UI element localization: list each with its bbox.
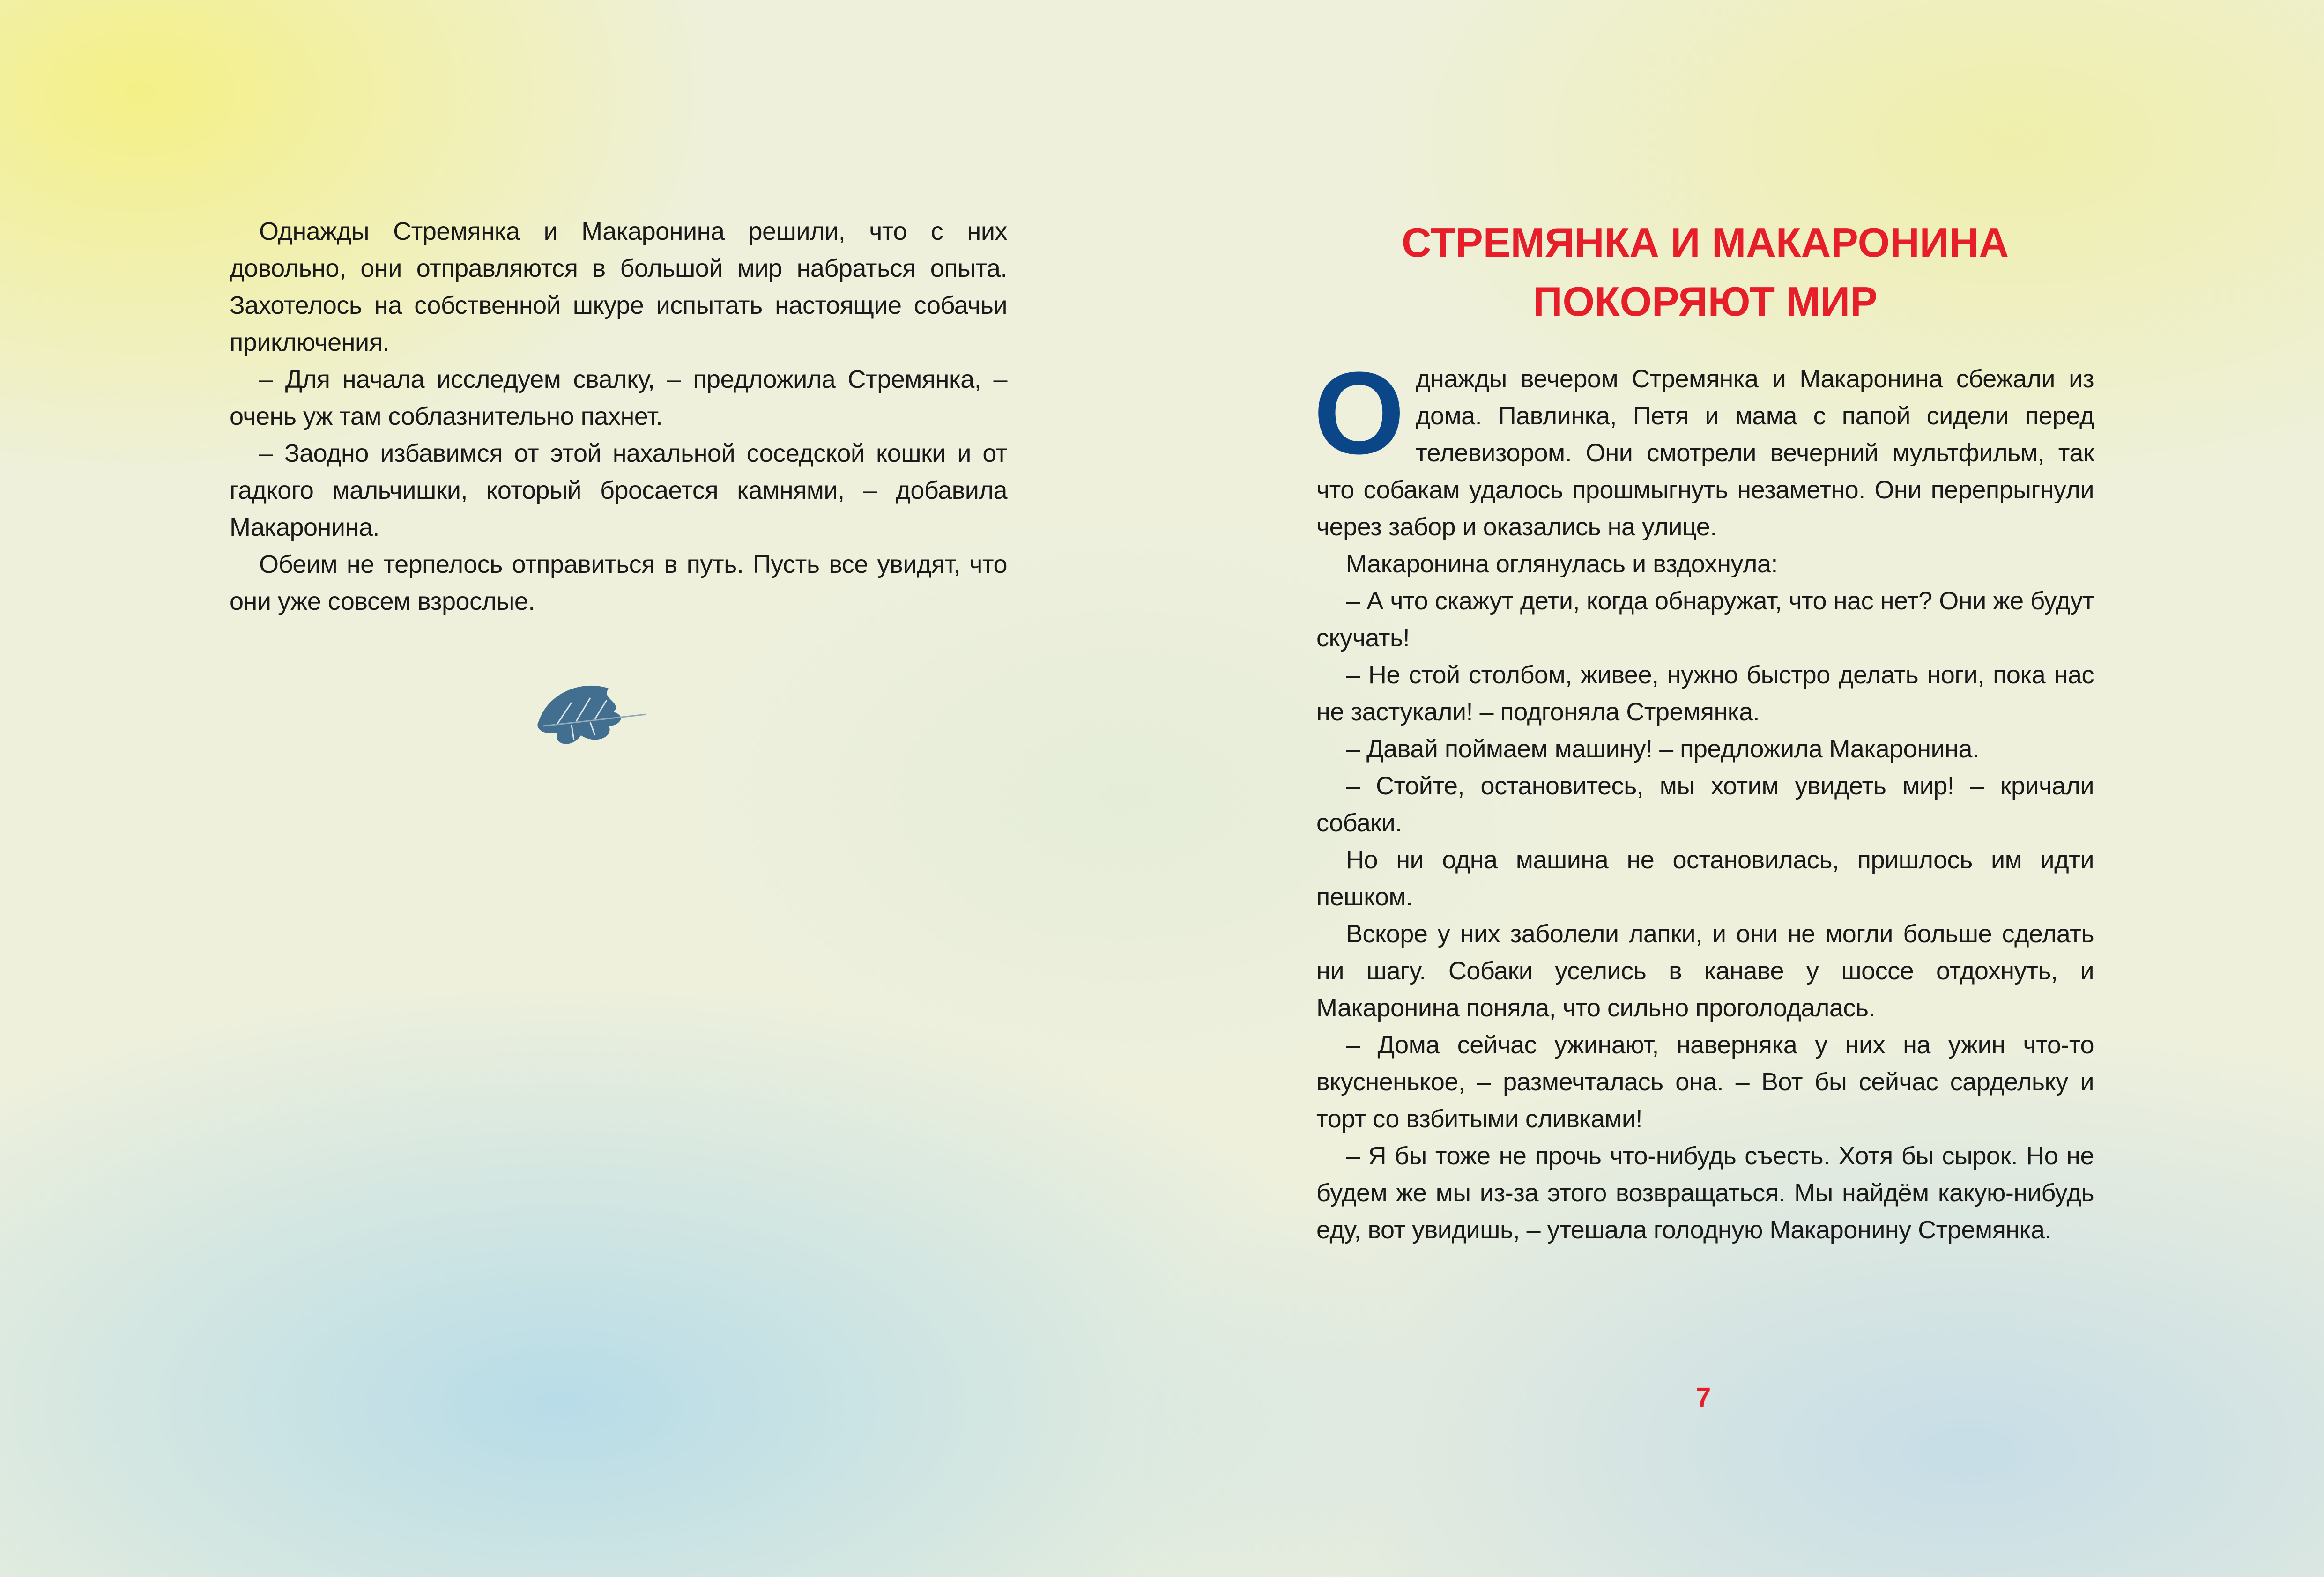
chapter-title-line: СТРЕМЯНКА И МАКАРОНИНА xyxy=(1401,219,2009,266)
right-page-text xyxy=(1314,348,2094,1249)
first-paragraph xyxy=(1314,348,2094,546)
paragraph: – Давай поймаем машину! – предложила Макаронина. xyxy=(1346,735,1979,763)
paragraph: – Для начала исследуем свалку, – предложила Стремянка, – очень уж там соблазнительно пахнет. xyxy=(230,365,1007,430)
paragraph: Вскоре у них заболели лапки, и они не могли больше сделать ни шагу. Собаки уселись в канаве у шоссе отдохнуть, и Макаронина поняла, что сильно проголодалась. xyxy=(1316,920,2094,1022)
paragraph: – Стойте, остановитесь, мы хотим увидеть мир! – кричали собаки. xyxy=(1316,772,2094,837)
paragraph: Обеим не терпелось отправиться в путь. Пусть все увидят, что они уже совсем взрослые. xyxy=(230,550,1007,615)
paragraph: – Не стой столбом, живее, нужно быстро делать ноги, пока нас не застукали! – подгоняла Стремянка. xyxy=(1316,661,2094,726)
paragraph: Однажды Стремянка и Макаронина решили, что с них довольно, они отправляются в большой мир набраться опыта. Захотелось на собственной шкуре испытать настоящие собачьи приключения. xyxy=(230,217,1007,356)
paragraph: – А что скажут дети, когда обнаружат, что нас нет? Они же будут скучать! xyxy=(1316,587,2094,652)
paragraph: – Заодно избавимся от этой нахальной соседской кошки и от гадкого мальчишки, который бросается камнями, – добавила Макаронина. xyxy=(230,439,1007,541)
drop-cap: О xyxy=(1314,348,1404,478)
paragraph: – Я бы тоже не прочь что-нибудь съесть. Хотя бы сырок. Но не будем же мы из-за этого возвращаться. Мы найдём какую-нибудь еду, вот увидишь, – утешала голодную Макаронину Стремянка. xyxy=(1316,1142,2094,1244)
chapter-title-line: ПОКОРЯЮТ МИР xyxy=(1533,278,1878,325)
left-page-text xyxy=(230,213,1007,620)
paragraph: Но ни одна машина не остановилась, пришлось им идти пешком. xyxy=(1316,846,2094,911)
paragraph: Макаронина оглянулась и вздохнула: xyxy=(1346,550,1778,578)
first-paragraph-text: днажды вечером Стремянка и Макаронина сбежали из дома. Павлинка, Петя и мама с папой сидели перед телевизором. Они смотрели вечерний мультфильм, так что собакам удалось прошмыгнуть незаметно. Они перепрыгнули через забор и оказались на улице. xyxy=(1316,365,2094,541)
leaf-illustration-icon xyxy=(529,674,651,754)
page-number: 7 xyxy=(1696,1382,1711,1413)
chapter-title xyxy=(1316,213,2094,331)
paragraph: – Дома сейчас ужинают, наверняка у них на ужин что-то вкусненькое, – размечталась она. – Вот бы сейчас сардельку и торт со взбитыми сливками! xyxy=(1316,1031,2094,1133)
